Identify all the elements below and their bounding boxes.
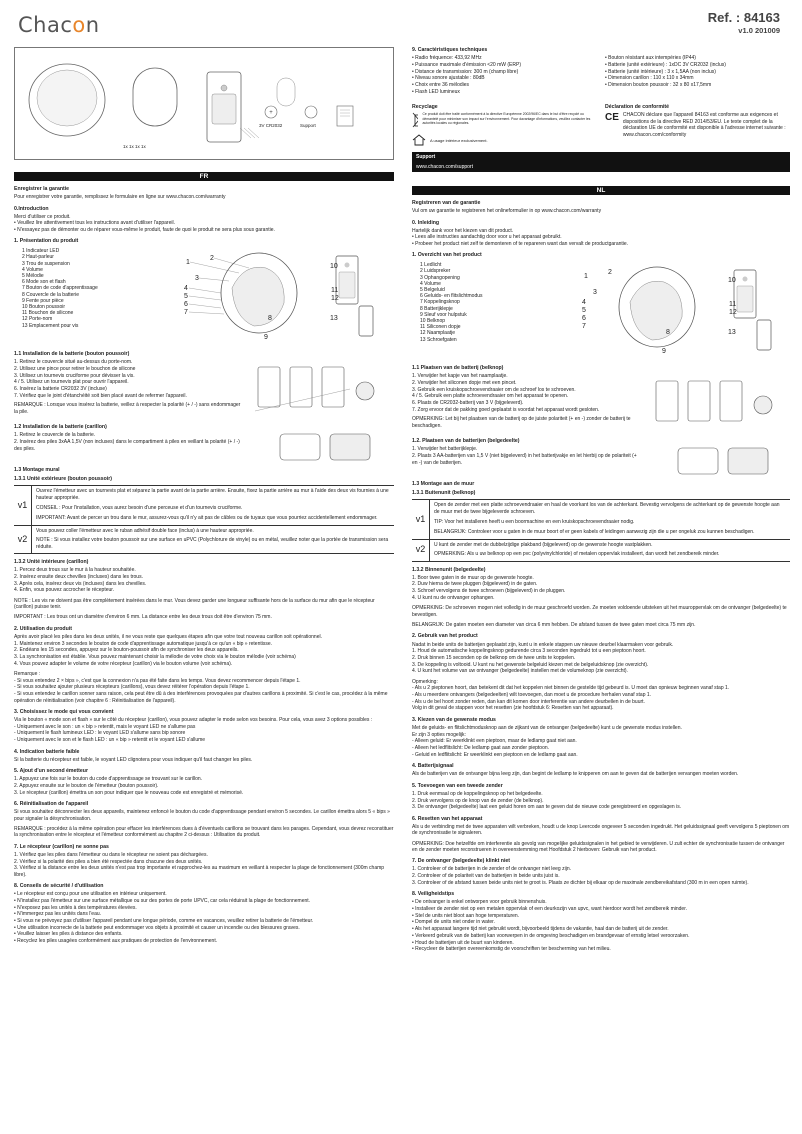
fr-s7-line: 1. Vérifiez que les piles dans l'émetteur ou dans le récepteur ne soient pas déchargées. bbox=[14, 851, 208, 858]
legend-item: 13 Emplacement pour vis bbox=[22, 322, 79, 329]
nl-warranty-text: Vul om uw garantie te registreren het onlineformulier in op www.chacon.com/warranty bbox=[412, 208, 602, 215]
nl-s2-line: 4. U kunt het volume van uw ontvanger (belgedeelte) instellen met de volumeknop (zie overzicht). bbox=[412, 668, 628, 675]
nl-v1-line: BELANGRIJK: Controleer voor u gaten in de muur boort of er geen kabels of leidingen aanwezig zijn die u per ongeluk zou kunnen beschadigen. bbox=[434, 529, 755, 536]
fr-s8-line: • Si vous ne prévoyez pas d'utiliser l'appareil pendant une longue période, comme en vacances, veuillez retirer la batterie de l'émetteur. bbox=[14, 917, 314, 924]
fr-s8-line: • N'exposez pas les unités à des températures élevées. bbox=[14, 904, 137, 911]
nl-s7-line: 3. Controleer of de afstand tussen beide units niet te groot is. Plaats ze dichter bij elkaar op de maximale zendbereikafstand (300 m in een open ruimte). bbox=[412, 879, 749, 886]
nl-s2-line: 2. Druk binnen 15 seconden op de belknop om de twee units te koppelen. bbox=[412, 654, 576, 661]
fr-battery-install-drawing bbox=[250, 359, 390, 419]
fr-s8-line: • Le récepteur est conçu pour une utilisation en intérieur uniquement. bbox=[14, 891, 167, 898]
fr-s132-line: 1. Percez deux trous sur le mur à la hauteur souhaitée. bbox=[14, 567, 136, 574]
fr-s11-note: REMARQUE : Lorsque vous insérez la batterie, veillez à respecter la polarité (+ / -) sans endommager la pile. bbox=[14, 402, 241, 415]
nl-s12-line: 1. Verwijder het batterijklepje. bbox=[412, 446, 478, 453]
nl-banner: NL bbox=[412, 186, 790, 195]
svg-text:7: 7 bbox=[582, 323, 586, 331]
nl-s132-line: 2. Duw hierna de twee pluggen (bijgeleverd) in de gaten. bbox=[412, 581, 538, 588]
nl-intro-title: 0. Inleiding bbox=[412, 219, 440, 226]
nl-s11-line: 1. Verwijder het kapje van het naamplaatje. bbox=[412, 373, 508, 380]
fr-s11-title: 1.1 Installation de la batterie (bouton poussoir) bbox=[14, 351, 130, 358]
nl-v1-line: TIP: Voor het installeren heeft u een boormachine en een kruiskopschroevendraaier nodig. bbox=[434, 519, 635, 526]
legend-item: 4 Volume bbox=[22, 266, 43, 273]
nl-warranty-title: Registreren van de garantie bbox=[412, 200, 481, 206]
legend-item: 7 Bouton de code d'apprentissage bbox=[22, 285, 98, 292]
fr-s3-line: - Uniquement avec le son : un « bip » retentit, mais le voyant LED ne s'allume pas bbox=[14, 723, 196, 730]
fr-s2-line: 1. Maintenez environ 3 secondes le bouton de code d'apprentissage automatique jusqu'à ce qu'un « bip » retentisse. bbox=[14, 640, 273, 647]
recyclage-title: Recyclage bbox=[412, 104, 438, 111]
svg-text:1: 1 bbox=[186, 259, 190, 267]
nl-v2-line: U kunt de zender met de dubbelzijdige plakband (bijgeleverd) op de gewenste hoogte vastplakken. bbox=[434, 541, 653, 548]
nl-v2-line: OPMERKING: Als u uw belknop op een pvc (polyvinylchloride) of metalen oppervlak installeert, dan wordt het zendbereik minder. bbox=[434, 551, 720, 558]
nl-s3-line: Er zijn 3 opties mogelijk: bbox=[412, 731, 466, 738]
legend-item: 12 Naamplaatje bbox=[420, 330, 456, 337]
nl-s132-title: 1.3.2 Binnenunit (belgedeelte) bbox=[412, 566, 486, 573]
fr-s132-note: IMPORTANT : Les trous ont un diamètre d'environ 6 mm. La distance entre les deux trous doit être d'environ 75 mm. bbox=[14, 614, 272, 621]
fr-s8-line: • Une utilisation incorrecte de la batterie peut endommager vos objets à proximité et causer un incendie ou des blessures graves. bbox=[14, 924, 300, 931]
fr-column bbox=[14, 172, 394, 1122]
weee-bin-icon bbox=[412, 112, 418, 128]
svg-text:12: 12 bbox=[331, 295, 339, 303]
fr-s7-title: 7. Le récepteur (carillon) ne sonne pas bbox=[14, 843, 109, 850]
nl-s2-line: Nadat in beide units de batterijen geplaatst zijn, kunt u in enkele stappen uw nieuwe deurbel klaarmaken voor gebruik. bbox=[412, 641, 674, 648]
svg-text:7: 7 bbox=[184, 309, 188, 317]
fr-s2-line: 2. Endéans les 15 secondes, appuyez sur le bouton-poussoir afin de synchroniser les deux appareils. bbox=[14, 647, 239, 654]
fr-s4-title: 4. Indication batterie faible bbox=[14, 748, 80, 755]
nl-s8-line: • Verkeerd gebruik van de batterij kan voorwerpen in de omgeving beschadigen en brandgevaar of ernstig letsel veroorzaken. bbox=[412, 932, 690, 939]
fr-s3-line: - Uniquement avec le son et le flash LED : un « bip » retentit et le voyant LED s'allume bbox=[14, 737, 206, 744]
fr-v1-block bbox=[14, 485, 394, 526]
fr-s4-line: Si la batterie du récepteur est faible, le voyant LED clignotera pour vous indiquer qu'il faut changer les piles. bbox=[14, 756, 253, 763]
legend-item: 1 Ledlicht bbox=[420, 262, 442, 269]
fr-s6-line: Si vous souhaitez déconnecter les deux appareils, maintenez enfoncé le bouton du code d'apprentissage pendant environ 5 secondes. Le carillon émettra alors 5 « bips » pour signaler la désynchronisation. bbox=[14, 809, 390, 822]
nl-s11-note: OPMERKING: Let bij het plaatsen van de batterij op de juiste polariteit (+ en -) zonder de batterij te beschadigen. bbox=[412, 416, 631, 429]
fr-s11-line: 1. Retirez le couvercle situé au-dessus du porte-nom. bbox=[14, 359, 133, 366]
support-title: Support bbox=[416, 154, 436, 161]
svg-text:1: 1 bbox=[584, 273, 588, 281]
nl-s6-line: OPMERKING: Doe hetzelfde om interferentie als gevolg van mogelijke geluidssignalen in het gebied te verwijderen. U zult echter de synchronisatie tussen de ontvanger en de zender moeten reconstrueren in overeenstemming met Hoofdstuk 2 hierboven: Gebruik van het product. bbox=[412, 840, 785, 853]
fr-v2-label: v2 bbox=[14, 526, 32, 553]
legend-item: 2 Luidspreker bbox=[420, 268, 451, 275]
spec-item: • Flash LED lumineux bbox=[412, 88, 460, 95]
spec-item: • Batterie (unité intérieure) : 3 x 1,5AA (non inclus) bbox=[605, 68, 716, 75]
legend-item: 1 Indicateur LED bbox=[22, 248, 60, 255]
nl-s12-line: 2. Plaats 3 AA-batterijen van 1,5 V (niet bijgeleverd) in het batterijvakje en let hierbij op de polariteit (+ en -) van de batterijen. bbox=[412, 453, 637, 466]
nl-s2-line: - Als u de bel hoort zonder reden, dan kan dit komen door interferentie van andere deurbellen in de buurt. bbox=[412, 698, 645, 705]
svg-text:8: 8 bbox=[666, 329, 670, 337]
fr-v1-line: CONSEIL : Pour l'installation, vous aurez besoin d'une perceuse et d'un tournevis cruciforme. bbox=[36, 505, 243, 512]
nl-s3-line: - Alleen het ledflitslicht: De ledlamp gaat aan zonder pieptoon. bbox=[412, 745, 550, 752]
legend-item: 2 Haut-parleur bbox=[22, 254, 54, 261]
conformity-title: Déclaration de conformité bbox=[605, 104, 669, 111]
legend-item: 6 Geluids- en flitslichtmodus bbox=[420, 293, 483, 300]
legend-item: 9 Fente pour pièce bbox=[22, 297, 64, 304]
fr-s8-title: 8. Conseils de sécurité / d'utilisation bbox=[14, 883, 104, 890]
nl-s3-line: Met de geluids- en flitslichtmodusknop aan de zijkant van de ontvanger (belgedeelte) kunt u de gewenste modus instellen. bbox=[412, 724, 682, 731]
fr-s2-title: 2. Utilisation du produit bbox=[14, 625, 72, 632]
fr-s5-line: 1. Appuyez une fois sur le bouton du code d'apprentissage se trouvant sur le carillon. bbox=[14, 776, 203, 783]
fr-s3-title: 3. Choisissez le mode qui vous convient bbox=[14, 708, 114, 715]
legend-item: 7 Koppelingsknop bbox=[420, 299, 460, 306]
fr-s131-title: 1.3.1 Unité extérieure (bouton poussoir) bbox=[14, 475, 113, 482]
nl-s5-line: 2. Druk vervolgens op de knop van de zender (de belknop). bbox=[412, 797, 544, 804]
legend-item: 4 Volume bbox=[420, 280, 441, 287]
nl-s132-line: 1. Boor twee gaten in de muur op de gewenste hoogte. bbox=[412, 574, 534, 581]
fr-s8-line: • N'installez pas l'émetteur sur une surface métallique ou sur des portes de porte UPVC, car cela réduirait la plage de fonctionnement. bbox=[14, 897, 311, 904]
fr-warranty-text: Pour enregistrer votre garantie, remplissez le formulaire en ligne sur www.chacon.com/warranty bbox=[14, 194, 226, 201]
legend-item: 12 Porte-nom bbox=[22, 316, 53, 323]
nl-s6-title: 6. Resetten van het apparaat bbox=[412, 815, 483, 822]
fr-warranty-title: Enregistrer la garantie bbox=[14, 186, 70, 192]
svg-text:11: 11 bbox=[729, 301, 737, 309]
fr-s11-line: 7. Vérifiez que le joint d'étanchéité soit bien placé avant de refermer l'appareil. bbox=[14, 392, 187, 399]
nl-s3-line: - Geluid en ledflitslicht: Er weerklinkt een pieptoon en de ledlamp gaat aan. bbox=[412, 751, 578, 758]
fr-v2-line: Vous pouvez coller l'émetteur avec le ruban adhésif double face (inclus) à une hauteur appropriée. bbox=[36, 527, 254, 534]
spec-item: • Puissance maximale d'émission <20 mW (ERP) bbox=[412, 61, 521, 68]
fr-s7-line: 3. Vérifiez si la distance entre les deux unités n'est pas trop importante et rapprochez-les au maximum en veillant à respecter la plage de fonctionnement (300m champ libre). bbox=[14, 865, 385, 878]
fr-s5-line: 2. Appuyez ensuite sur le bouton de l'émetteur (bouton poussoir). bbox=[14, 782, 159, 789]
specifications-section bbox=[412, 47, 790, 172]
svg-text:8: 8 bbox=[268, 315, 272, 323]
nl-s132-note: BELANGRIJK: De gaten moeten een diameter van circa 6 mm hebben. De afstand tussen de twee gaten moet circa 75 mm zijn. bbox=[412, 621, 696, 628]
nl-product-drawing bbox=[412, 262, 790, 360]
fr-s132-note: NOTE : Les vis ne doivent pas être complètement insérées dans le mur. Vous devez garder une longueur suffisante hors de la surface du mur afin que le récepteur (carillon) puisse tenir. bbox=[14, 597, 375, 610]
nl-s131-title: 1.3.1 Buitenunit (belknop) bbox=[412, 489, 476, 496]
house-icon bbox=[412, 134, 426, 146]
nl-s5-line: 1. Druk eenmaal op de koppelingsknop op het belgedeelte. bbox=[412, 790, 543, 797]
fr-s2-line: Remarque : bbox=[14, 671, 41, 678]
svg-text:12: 12 bbox=[729, 309, 737, 317]
fr-s11-line: 2. Utilisez une pince pour retirer le bouchon de silicone bbox=[14, 365, 136, 372]
fr-intro-line: Merci d'utiliser ce produit. bbox=[14, 213, 71, 220]
nl-intro-line: • Probeer het product niet zelf te demonteren of te repareren want dan vervalt de productgarantie. bbox=[412, 241, 629, 248]
fr-s2-line: - Si vous entendez 2 × bips », c'est que la connexion n'a pas été faite dans les temps. Vous devez recommencer depuis l'étape 1. bbox=[14, 677, 301, 684]
fr-s6-line: REMARQUE : procédez à la même opération pour effacer les interférences dues à d'éventuels carillons se trouvant dans les parages. Cependant, vous devrez reconstituer la synchronisation entre le récepteur et l'émetteur conformément au chapitre 2 ci-dessus : Utilisation du produit. bbox=[14, 825, 394, 839]
nl-s11-line: 7. Zorg ervoor dat de pakking goed geplaatst is voordat het apparaat wordt gesloten. bbox=[412, 406, 600, 413]
spec-item: • Distance de transmission: 300 m (champ libre) bbox=[412, 68, 519, 75]
nl-s8-line: • De ontvanger is enkel ontworpen voor gebruik binnenshuis. bbox=[412, 899, 547, 906]
svg-text:6: 6 bbox=[184, 301, 188, 309]
legend-item: 10 Bouton poussoir bbox=[22, 303, 66, 310]
brand-logo bbox=[18, 12, 100, 39]
nl-s2-line: - Als u meerdere ontvangers (belgedeelten) wilt toevoegen, dan moet u de procedure herhalen vanaf stap 1. bbox=[412, 692, 652, 699]
svg-text:5: 5 bbox=[582, 307, 586, 315]
spec-item: • Radio fréquence: 433,92 MHz bbox=[412, 55, 482, 62]
nl-intro-line: Hartelijk dank voor het kiezen van dit product. bbox=[412, 227, 514, 234]
nl-s7-title: 7. De ontvanger (belgedeelte) klinkt niet bbox=[412, 858, 511, 865]
fr-s8-line: • Recyclez les piles usagées conformément aux pratiques de protection de l'environnement. bbox=[14, 937, 218, 944]
nl-s12-title: 1.2. Plaatsen van de batterijen (belgedeelte) bbox=[412, 438, 520, 445]
fr-s6-title: 6. Réinitialisation de l'appareil bbox=[14, 800, 89, 807]
nl-s11-line: 2. Verwijder het siliconen dopje met een pincet. bbox=[412, 379, 517, 386]
fr-s12-line: 2. Insérez des piles 3xAA 1,5V (non incluses) dans le compartiment à piles en veillant la polarité (+ / -) des piles. bbox=[14, 439, 240, 452]
fr-banner: FR bbox=[14, 172, 394, 181]
nl-s7-line: 2. Controleer of de polariteit van de batterijen in beide units juist is. bbox=[412, 873, 560, 880]
ce-mark-icon: CE bbox=[605, 112, 619, 124]
fr-s2-line: Après avoir placé les piles dans les deux unités, il ne vous reste que quelques étapes afin que votre tout nouveau carillon soit opérationnel. bbox=[14, 633, 322, 640]
nl-s11-line: 6. Plaats de CR2032-batterij van 3 V (bijgeleverd). bbox=[412, 400, 524, 407]
svg-text:13: 13 bbox=[330, 315, 338, 323]
svg-text:9: 9 bbox=[264, 334, 268, 342]
legend-item: 6 Mode son et flash bbox=[22, 279, 66, 286]
nl-v1-label: v1 bbox=[412, 500, 430, 539]
nl-s8-title: 8. Veiligheidstips bbox=[412, 891, 455, 898]
svg-text:10: 10 bbox=[728, 277, 736, 285]
nl-s8-line: • Installeer de zender niet op een metalen oppervlak of een deurkozijn van upvc, want hierdoor wordt het zendbereik minder. bbox=[412, 906, 687, 913]
svg-text:2: 2 bbox=[210, 255, 214, 263]
fr-s2-line: 3. La synchronisation est établie. Vous pouvez maintenant choisir la mélodie de votre choix via le bouton mélodie (voir schéma) bbox=[14, 653, 296, 660]
nl-v2-block bbox=[412, 540, 790, 562]
nl-column bbox=[412, 186, 790, 1126]
svg-text:+: + bbox=[269, 110, 273, 116]
legend-item: 5 Mélodie bbox=[22, 272, 44, 279]
svg-text:5: 5 bbox=[184, 293, 188, 301]
legend-item: 13 Schroefgaten bbox=[420, 336, 457, 343]
fr-s2-line: - Si vous entendez le carillon sonner sans raison, cela peut être dû à des interférences provoquées par d'autres carillons à proximité. Si c'est le cas, procédez à la même opération de réinitialisation (voir chapitre 6 : Réinitialisation de l'appareil). bbox=[14, 691, 388, 704]
fr-s7-line: 2. Vérifiez si la polarité des piles a bien été respectée dans chacune des deux unités. bbox=[14, 858, 203, 865]
nl-s132-line: 4. U kunt nu de ontvanger ophangen. bbox=[412, 594, 495, 601]
fr-s11-line: 4 / 5. Utilisez un tournevis plat pour ouvrir l'appareil. bbox=[14, 379, 129, 386]
product-contents-illustration bbox=[15, 48, 395, 161]
nl-s2-line: Volg in dit geval de stappen voor het resetten (zie hoofdstuk 6: Resetten van het apparaat). bbox=[412, 705, 614, 712]
svg-text:4: 4 bbox=[582, 299, 586, 307]
spec-item: • Niveau sonore ajustable : 80dB bbox=[412, 75, 485, 82]
fr-s12-line: 1. Retirez le couvercle de la batterie. bbox=[14, 432, 96, 439]
fr-s2-line: 4. Vous pouvez adapter le volume de votre récepteur (carillon) via le bouton volume (voir schéma). bbox=[14, 660, 233, 667]
fr-intro-title: 0.Introduction bbox=[14, 205, 49, 212]
fr-s132-title: 1.3.2 Unité intérieure (carillon) bbox=[14, 558, 89, 565]
nl-s7-line: 1. Controleer of de batterijen in de zender of de ontvanger niet leeg zijn. bbox=[412, 866, 571, 873]
fr-intro-line: • N'essayez pas de démonter ou de réparer vous-même le produit, faute de quoi le produit ne sera plus sous garantie. bbox=[14, 227, 275, 234]
fr-s3-line: Via le bouton « mode son et flash » sur le côté du récepteur (carillon), vous pouvez adapter le mode selon vos besoins. Pour cela, vous avez 3 options possibles : bbox=[14, 717, 373, 724]
fr-intro-line: • Veuillez lire attentivement tous les instructions avant d'utiliser l'appareil. bbox=[14, 220, 175, 227]
fr-s11-line: 3. Utilisez un tournevis cruciforme pour dévisser la vis. bbox=[14, 372, 135, 379]
nl-s4-title: 4. Batterijsignaal bbox=[412, 763, 454, 770]
legend-item: 5 Belgeluid bbox=[420, 286, 445, 293]
nl-s2-line: - Als u 2 pieptonen hoort, dan betekent dit dat het koppelen niet binnen de gestelde tijd gebeurd is. U moet dan opnieuw beginnen vanaf stap 1. bbox=[412, 685, 730, 692]
svg-text:9: 9 bbox=[662, 348, 666, 356]
svg-text:10: 10 bbox=[330, 263, 338, 271]
spec-item: • Batterie (unité extérieure) : 1xDC 3V CR2032 (inclus) bbox=[605, 61, 726, 68]
reference-number: Ref. : 84163 bbox=[707, 10, 780, 25]
support-bar bbox=[412, 152, 790, 172]
nl-s8-line: • Recycleer de batterijen overeenkomstig de voorschriften ter bescherming van het milieu. bbox=[412, 946, 611, 953]
nl-s11-title: 1.1 Plaatsen van de batterij (belknop) bbox=[412, 365, 504, 372]
nl-s3-line: - Alleen geluid: Er weerklinkt een pieptoon, maar de ledlamp gaat niet aan. bbox=[412, 738, 577, 745]
svg-text:3: 3 bbox=[593, 289, 597, 297]
nl-s5-title: 5. Toevoegen van een tweede zender bbox=[412, 782, 503, 789]
support-link[interactable]: www.chacon.com/support bbox=[416, 163, 473, 170]
fr-product-diagram bbox=[14, 248, 394, 346]
nl-s13-title: 1.3 Montage aan de muur bbox=[412, 481, 475, 488]
fr-v1-line: Ouvrez l'émetteur avec un tournevis plat et séparez la partie avant de la partie arrière. Ensuite, fixez la partie arrière au mur à l'aide des deux vis fournies à une hauteur appropriée. bbox=[36, 488, 389, 501]
fr-v2-line: NOTE : Si vous installez votre bouton poussoir sur une surface en uPVC (Polychlorure de vinyle) ou en métal, veuillez noter que la portée de transmission sera réduite. bbox=[36, 537, 389, 550]
spec-item: • Dimension bouton poussoir : 32 x 80 x17,5mm bbox=[605, 81, 712, 88]
conformity-text: CHACON déclare que l'appareil 84163 est conforme aux exigences et dispositions de la directive RED 2014/53/EU. Le texte complet de la déclaration UE de conformité est disponible à l'adresse internet suivante : www.chacon.com/conformity bbox=[622, 112, 786, 138]
battery-label: 1x 1x 1x 1x bbox=[123, 144, 146, 149]
nl-s11-line: 3. Gebruik een kruiskopschroevendraaier om de schroef los te schroeven. bbox=[412, 386, 576, 393]
nl-s132-note: OPMERKING: De schroeven mogen niet volledig in de muur geschroefd worden. Ze moeten voldoende uitsteken uit het muuroppervlak om de ontvanger (belgedeelte) te bevestigen. bbox=[412, 605, 787, 618]
fr-s5-title: 5. Ajout d'un second émetteur bbox=[14, 768, 88, 775]
indoor-use-text: A usage intérieur exclusivement. bbox=[430, 137, 488, 143]
fr-presentation-title: 1. Présentation du produit bbox=[14, 238, 79, 245]
nl-s8-line: • Houd de batterijen uit de buurt van kinderen. bbox=[412, 939, 514, 946]
fr-v1-line: IMPORTANT: Avant de percer un trou dans le mur, assurez-vous qu'il n'y ait pas de câbles ou de tuyaux que vous pourriez accidentellement endommager. bbox=[36, 515, 378, 522]
fr-v2-block bbox=[14, 526, 394, 554]
nl-s132-line: 3. Schroef vervolgens de twee schroeven (bijgeleverd) in de pluggen. bbox=[412, 588, 566, 595]
legend-item: 11 Siliconen dopje bbox=[420, 324, 461, 331]
nl-intro-line: • Lees alle instructies aandachtig door voor u het apparaat gebruikt. bbox=[412, 234, 562, 241]
svg-text:6: 6 bbox=[582, 315, 586, 323]
nl-s11-line: 4 / 5. Gebruik een platte schroevendraaier om het apparaat te openen. bbox=[412, 393, 569, 400]
fr-s13-title: 1.3 Montage mural bbox=[14, 467, 60, 474]
fr-s12-title: 1.2 Installation de la batterie (carillon) bbox=[14, 424, 107, 431]
specs-left-list bbox=[412, 55, 597, 95]
fr-s5-line: 3. Le récepteur (carillon) émettra un son pour indiquer que le nouveau code est enregistré et mémorisé. bbox=[14, 789, 244, 796]
spec-item: • Bouton résistant aux intempéries (IP44) bbox=[605, 55, 696, 62]
nl-s2-line: 3. De koppeling is voltooid. U kunt nu het gewenste belgeluid kiezen met de belgeluidsknop (zie overzicht). bbox=[412, 661, 649, 668]
fr-s8-line: • N'immergez pas les unités dans l'eau. bbox=[14, 911, 102, 918]
fr-s11-line: 6. Insérez la batterie CR2032 3V (incluse) bbox=[14, 386, 107, 393]
fr-s132-line: 4. Enfin, vous pouvez accrocher le récepteur. bbox=[14, 587, 115, 594]
nl-s8-line: • Dompel de units niet onder in water. bbox=[412, 919, 495, 926]
nl-product-diagram bbox=[412, 262, 790, 360]
nl-s8-line: • Stel de units niet bloot aan hoge temperaturen. bbox=[412, 912, 520, 919]
fr-product-drawing bbox=[14, 248, 394, 346]
recyclage-text: Ce produit doit être traité conformément à la directive Européenne 2002/96/EC dans le but d'être recyclé ou démantelé pour minimiser son impact sur l'environnement. Pour davantage d'informations, veuillez contacter les autorités locales ou régionales. bbox=[422, 112, 591, 125]
nl-s5-line: 3. De ontvanger (belgedeelte) laat een geluid horen om aan te geven dat de nieuwe code geregistreerd en opgeslagen is. bbox=[412, 804, 682, 811]
nl-s2-title: 2. Gebruik van het product bbox=[412, 633, 478, 640]
specs-title: 9. Caractéristiques techniques bbox=[412, 47, 488, 53]
svg-text:13: 13 bbox=[728, 329, 736, 337]
fr-s3-line: - Uniquement le flash lumineux LED : le voyant LED s'allume sans bip sonore bbox=[14, 730, 186, 737]
fr-s132-line: 3. Après cela, insérez deux vis (incluses) dans les chevilles. bbox=[14, 580, 147, 587]
nl-v1-block bbox=[412, 499, 790, 540]
nl-s2-line: 1. Houd de automatische koppelingsknop gedurende circa 3 seconden ingedrukt tot u een pieptoon hoort. bbox=[412, 648, 646, 655]
version-label: v1.0 201009 bbox=[738, 26, 780, 35]
brand-name: Chacon bbox=[18, 13, 100, 37]
spec-item: • Choix entre 36 mélodies bbox=[412, 81, 470, 88]
svg-text:2: 2 bbox=[608, 269, 612, 277]
nl-chime-battery-drawing bbox=[648, 446, 788, 476]
legend-item: 10 Belknop bbox=[420, 317, 446, 324]
nl-battery-install-drawing bbox=[648, 373, 788, 433]
legend-item: 8 Batterijklepje bbox=[420, 305, 453, 312]
fr-v1-label: v1 bbox=[14, 486, 32, 525]
legend-item: 3 Ophangopening bbox=[420, 274, 460, 281]
fr-chime-battery-drawing bbox=[250, 432, 390, 462]
fr-s132-line: 2. Insérez ensuite deux chevilles (incluses) dans les trous. bbox=[14, 573, 143, 580]
cr2032-label: 3V CR2032 bbox=[259, 123, 283, 128]
specs-right-list bbox=[605, 55, 790, 95]
spec-item: • Dimension carillon : 110 x 110 x 34mm bbox=[605, 75, 694, 82]
nl-s8-line: • Als het apparaat langere tijd niet gebruikt wordt, bijvoorbeeld tijdens de vakantie, haal dan de batterij uit de zender. bbox=[412, 926, 669, 933]
legend-item: 9 Sleuf voor hulpstuk bbox=[420, 311, 467, 318]
support-label: Support bbox=[300, 123, 316, 128]
nl-s2-line: Opmerking: bbox=[412, 678, 438, 685]
fr-s8-line: • Veuillez laisser les piles à distance des enfants. bbox=[14, 931, 123, 938]
nl-v2-label: v2 bbox=[412, 540, 430, 561]
svg-text:4: 4 bbox=[184, 285, 188, 293]
nl-s3-title: 3. Kiezen van de gewenste modus bbox=[412, 716, 496, 723]
legend-item: 8 Couvercle de la batterie bbox=[22, 291, 79, 298]
svg-text:3: 3 bbox=[195, 275, 199, 283]
nl-v1-line: Open de zender met een platte schroevendraaier en haal de voorkant los van de achterkant. Bevestig vervolgens de achterkant op de gewenste hoogte aan de muur met de twee bijgeleverde schroeven. bbox=[434, 502, 780, 515]
fr-s2-line: - Si vous souhaitez ajouter plusieurs récepteurs (carillons), vous devez réitérer l'opération depuis l'étape 1. bbox=[14, 684, 250, 691]
nl-presentation-title: 1. Overzicht van het product bbox=[412, 252, 482, 259]
legend-item: 3 Trou de suspension bbox=[22, 260, 70, 267]
nl-s6-line: Als u de verbinding met de twee apparaten wilt verbreken, houdt u de knop Leercode ongeveer 5 seconden ingedrukt. Het geluidssignaal geeft vervolgens 5 pieptonen om de synchronisatie te signaleren. bbox=[412, 823, 790, 837]
product-contents-box bbox=[14, 47, 394, 160]
svg-text:11: 11 bbox=[331, 287, 339, 295]
legend-item: 11 Bouchon de silicone bbox=[22, 310, 74, 317]
nl-s4-line: Als de batterijen van de ontvanger bijna leeg zijn, dan begint de ledlamp te knipperen om aan te geven dat de batterijen vervangen moeten worden. bbox=[412, 771, 739, 778]
